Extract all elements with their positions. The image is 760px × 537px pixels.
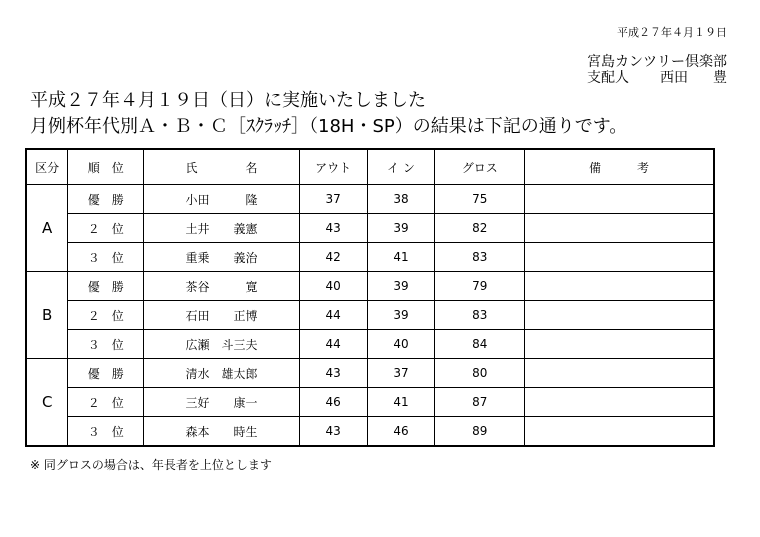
in-score-cell: 39: [367, 272, 435, 301]
gross-score-cell: 84: [435, 330, 525, 359]
representative: [587, 70, 727, 86]
in-score-cell: 41: [367, 243, 435, 272]
out-score-cell: 43: [299, 359, 367, 388]
notes-cell: [525, 417, 714, 447]
out-score-cell: 40: [299, 272, 367, 301]
representative-given-name: 豊: [713, 70, 727, 86]
organization-block: [587, 54, 727, 86]
player-name-cell: 小田 隆: [144, 185, 300, 214]
out-score-cell: 44: [299, 330, 367, 359]
class-cell: B: [26, 272, 68, 359]
rank-cell: ３ 位: [68, 243, 144, 272]
player-name-cell: 重乗 義治: [144, 243, 300, 272]
table-row: [26, 214, 714, 243]
tiebreak-footnote: ※ 同グロスの場合は、年長者を上位とします: [30, 458, 272, 472]
gross-score-cell: 89: [435, 417, 525, 447]
player-name-cell: 森本 時生: [144, 417, 300, 447]
header-notes: 備 考: [525, 149, 714, 185]
header-in: イ ン: [367, 149, 435, 185]
header-gross: グロス: [435, 149, 525, 185]
table-row: [26, 185, 714, 214]
in-score-cell: 37: [367, 359, 435, 388]
rank-cell: 優 勝: [68, 185, 144, 214]
rank-cell: ２ 位: [68, 301, 144, 330]
club-name: 宮島カンツリー倶楽部: [587, 54, 727, 70]
heading-line-1: 平成２７年４月１９日（日）に実施いたしました: [30, 90, 426, 111]
in-score-cell: 39: [367, 301, 435, 330]
gross-score-cell: 80: [435, 359, 525, 388]
table-row: [26, 388, 714, 417]
table-row: [26, 301, 714, 330]
rank-cell: 優 勝: [68, 272, 144, 301]
notes-cell: [525, 301, 714, 330]
gross-score-cell: 75: [435, 185, 525, 214]
out-score-cell: 43: [299, 417, 367, 447]
table-header-row: [26, 149, 714, 185]
gross-score-cell: 83: [435, 243, 525, 272]
representative-role: 支配人: [587, 70, 629, 86]
notes-cell: [525, 330, 714, 359]
header-rank: 順 位: [68, 149, 144, 185]
header-out: アウト: [299, 149, 367, 185]
table-row: [26, 272, 714, 301]
rank-cell: ２ 位: [68, 214, 144, 243]
in-score-cell: 41: [367, 388, 435, 417]
rank-cell: ３ 位: [68, 417, 144, 447]
rank-cell: ３ 位: [68, 330, 144, 359]
results-table: [25, 148, 715, 447]
table-row: [26, 330, 714, 359]
out-score-cell: 43: [299, 214, 367, 243]
table-row: [26, 417, 714, 447]
rank-cell: ２ 位: [68, 388, 144, 417]
notes-cell: [525, 185, 714, 214]
gross-score-cell: 83: [435, 301, 525, 330]
rank-cell: 優 勝: [68, 359, 144, 388]
gross-score-cell: 87: [435, 388, 525, 417]
player-name-cell: 清水 雄太郎: [144, 359, 300, 388]
player-name-cell: 茶谷 寛: [144, 272, 300, 301]
class-cell: C: [26, 359, 68, 447]
in-score-cell: 40: [367, 330, 435, 359]
player-name-cell: 三好 康一: [144, 388, 300, 417]
notes-cell: [525, 272, 714, 301]
in-score-cell: 38: [367, 185, 435, 214]
header-class: 区分: [26, 149, 68, 185]
notes-cell: [525, 359, 714, 388]
header-name: 氏 名: [144, 149, 300, 185]
out-score-cell: 44: [299, 301, 367, 330]
player-name-cell: 広瀬 斗三夫: [144, 330, 300, 359]
gross-score-cell: 82: [435, 214, 525, 243]
out-score-cell: 37: [299, 185, 367, 214]
in-score-cell: 46: [367, 417, 435, 447]
notes-cell: [525, 388, 714, 417]
gross-score-cell: 79: [435, 272, 525, 301]
announcement-heading: [30, 88, 627, 140]
notes-cell: [525, 243, 714, 272]
out-score-cell: 42: [299, 243, 367, 272]
document-date: 平成２７年４月１９日: [617, 26, 727, 39]
table-row: [26, 243, 714, 272]
out-score-cell: 46: [299, 388, 367, 417]
player-name-cell: 土井 義憲: [144, 214, 300, 243]
heading-line-2: 月例杯年代別Ａ・Ｂ・Ｃ［ｽｸﾗｯﾁ］（18H・SP）の結果は下記の通りです。: [30, 116, 628, 137]
representative-surname: 西田: [660, 70, 688, 86]
table-row: [26, 359, 714, 388]
player-name-cell: 石田 正博: [144, 301, 300, 330]
in-score-cell: 39: [367, 214, 435, 243]
notes-cell: [525, 214, 714, 243]
class-cell: A: [26, 185, 68, 272]
